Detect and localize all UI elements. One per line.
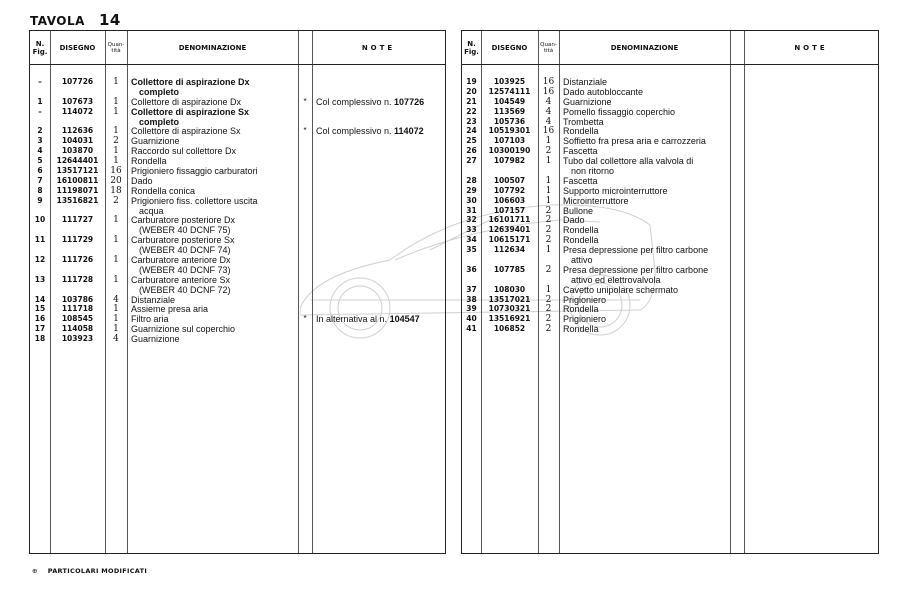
header-quantita: Quan- tità	[540, 41, 557, 54]
table-row	[462, 166, 878, 176]
fig-number: 20	[466, 86, 477, 96]
header-disegno: DISEGNO	[491, 43, 528, 52]
description: Tubo dal collettore alla valvola di	[563, 156, 694, 167]
description: completo	[139, 116, 180, 127]
description: Raccordo sul collettore Dx	[131, 146, 237, 157]
drawing-number: 100507	[493, 175, 526, 185]
quantity: 4	[545, 116, 552, 127]
fig-number: 10	[34, 215, 46, 225]
drawing-number: 103870	[61, 146, 94, 156]
description: Prigioniero	[563, 294, 607, 305]
description: Cavetto unipolare schermato	[563, 284, 679, 295]
drawing-number: 108030	[493, 284, 526, 294]
quantity: 1	[113, 146, 119, 157]
table-row	[462, 156, 878, 166]
quantity: 1	[113, 77, 119, 87]
table-row	[30, 324, 445, 334]
description: (WEBER 40 DCNF 73)	[139, 264, 231, 275]
table-row	[462, 186, 878, 196]
note-text: Col complessivo n.	[316, 96, 392, 107]
quantity: 1	[545, 175, 552, 186]
table-row	[30, 206, 445, 216]
table-row	[462, 324, 878, 334]
table-row	[462, 146, 878, 156]
quantity: 2	[545, 235, 552, 246]
note	[316, 97, 424, 107]
description: Rondella conica	[131, 185, 196, 196]
table-row	[30, 235, 445, 245]
quantity: 4	[113, 294, 119, 305]
drawing-number: 114058	[61, 324, 94, 334]
description: non ritorno	[571, 166, 615, 177]
quantity: 1	[545, 156, 552, 167]
header-denominazione: DENOMINAZIONE	[610, 43, 679, 52]
quantity: 1	[113, 324, 119, 335]
table-row	[462, 255, 878, 265]
drawing-number: 111728	[61, 274, 94, 284]
drawing-number: 16101711	[488, 215, 531, 225]
rows-right	[462, 77, 878, 334]
quantity: 1	[545, 136, 552, 147]
quantity: 2	[113, 195, 119, 206]
description: Prigioniero	[563, 314, 607, 325]
header-fig: N. Fig.	[32, 39, 48, 56]
modified-asterisk: *	[303, 314, 307, 324]
table-row	[462, 196, 878, 206]
parts-table-right	[461, 30, 879, 554]
fig-number: 34	[466, 235, 477, 245]
drawing-number: 10615171	[488, 235, 531, 245]
description: acqua	[139, 205, 164, 216]
description: (WEBER 40 DCNF 75)	[139, 225, 231, 236]
table-row	[30, 117, 445, 127]
description: Soffietto fra presa aria e carrozzeria	[563, 136, 706, 147]
quantity: 1	[113, 126, 119, 137]
drawing-number: 111729	[61, 235, 94, 245]
drawing-number: 103786	[61, 294, 94, 304]
table-row	[462, 107, 878, 117]
drawing-number: 107673	[61, 96, 94, 106]
fig-number: 36	[466, 264, 477, 274]
fig-number: 29	[466, 185, 477, 195]
quantity: 20	[110, 175, 122, 186]
description: Rondella	[563, 235, 599, 246]
quantity: 1	[113, 156, 119, 167]
modified-asterisk: *	[303, 126, 307, 136]
quantity: 2	[113, 136, 119, 147]
quantity: 2	[545, 225, 552, 236]
fig-number: 32	[466, 215, 477, 225]
description: Prigioniero fiss. collettore uscita	[131, 195, 258, 206]
description: Pomello fissaggio coperchio	[563, 106, 676, 117]
fig-number: 2	[37, 126, 43, 136]
table-row	[30, 334, 445, 344]
note	[316, 126, 424, 136]
quantity: 1	[113, 96, 119, 107]
drawing-number: 108545	[61, 314, 94, 324]
drawing-number: 10300190	[488, 146, 531, 156]
fig-number: 37	[466, 284, 477, 294]
quantity: 18	[110, 185, 122, 196]
table-row	[30, 97, 445, 107]
table-row	[30, 186, 445, 196]
drawing-number: 107157	[493, 205, 526, 215]
header-fig: N. Fig.	[464, 39, 479, 56]
table-row	[462, 97, 878, 107]
fig-number: 16	[34, 314, 46, 324]
quantity: 2	[545, 264, 552, 275]
fig-number: 35	[466, 245, 477, 255]
drawing-number: 16100811	[56, 175, 99, 185]
header-quantita: Quan- tità	[107, 41, 125, 54]
table-row	[30, 87, 445, 97]
drawing-number: 103925	[493, 77, 526, 86]
quantity: 2	[545, 324, 552, 335]
description: Collettore di aspirazione Dx	[131, 96, 242, 107]
note-text: Col complessivo n.	[316, 126, 392, 137]
footer-text: PARTICOLARI MODIFICATI	[47, 567, 148, 575]
description: Carburatore posteriore Dx	[131, 215, 236, 226]
description: attivo ed elettrovalvola	[571, 274, 661, 285]
quantity: 2	[545, 294, 552, 305]
drawing-number: 104549	[493, 96, 526, 106]
fig-number: 28	[466, 175, 477, 185]
fig-number: 14	[34, 294, 46, 304]
modified-asterisk: *	[303, 96, 307, 106]
quantity: 2	[545, 215, 552, 226]
fig-number: 25	[466, 136, 477, 146]
table-row	[462, 176, 878, 186]
table-row	[30, 275, 445, 285]
quantity: 1	[113, 255, 119, 266]
quantity: 1	[545, 185, 552, 196]
description: Dado	[563, 215, 585, 226]
table-row	[462, 206, 878, 216]
fig-number: 17	[34, 324, 46, 334]
drawing-number: 111718	[61, 304, 94, 314]
table-row	[462, 215, 878, 225]
fig-number: 19	[466, 77, 477, 86]
fig-number: 18	[34, 334, 46, 344]
quantity: 1	[545, 245, 552, 256]
quantity: 1	[113, 235, 119, 246]
fig-number: 3	[37, 136, 43, 146]
page-title-number: 14	[98, 11, 121, 29]
table-row	[462, 265, 878, 275]
quantity: 16	[542, 86, 555, 97]
quantity: 16	[542, 126, 555, 137]
drawing-number: 106852	[493, 324, 526, 334]
drawing-number: 10519301	[488, 126, 531, 136]
quantity: 1	[113, 304, 119, 315]
fig-number: 15	[34, 304, 46, 314]
quantity: 16	[542, 77, 555, 87]
quantity: 1	[113, 106, 119, 117]
table-row	[462, 136, 878, 146]
note-reference: 107726	[394, 96, 425, 107]
fig-number: –	[38, 77, 42, 86]
description: Guarnizione sul coperchio	[131, 324, 236, 335]
fig-number: 40	[466, 314, 477, 324]
fig-number: 11	[34, 235, 46, 245]
table-row	[30, 225, 445, 235]
header-disegno: DISEGNO	[59, 43, 96, 52]
fig-number: 22	[466, 106, 477, 116]
parts-table-left	[29, 30, 446, 554]
quantity: 1	[113, 215, 119, 226]
table-row	[462, 304, 878, 314]
drawing-number: 107103	[493, 136, 526, 146]
note-reference: 114072	[394, 126, 424, 137]
table-row	[30, 77, 445, 87]
table-row	[462, 245, 878, 255]
table-row	[30, 215, 445, 225]
table-row	[462, 225, 878, 235]
page-title	[30, 11, 121, 29]
quantity: 1	[113, 314, 119, 325]
drawing-number: 12574111	[488, 86, 531, 96]
description: Dado autobloccante	[563, 86, 644, 97]
fig-number: 5	[37, 156, 43, 166]
fig-number: 31	[466, 205, 477, 215]
description: Trombetta	[563, 116, 604, 127]
description: Distanziale	[563, 77, 608, 87]
header-note: NOTE	[794, 43, 828, 52]
description: Carburatore anteriore Dx	[131, 255, 231, 266]
description: (WEBER 40 DCNF 72)	[139, 284, 231, 295]
drawing-number: 114072	[61, 106, 94, 116]
fig-number: 1	[37, 96, 43, 106]
header-note: NOTE	[361, 43, 396, 52]
fig-number: 41	[466, 324, 477, 334]
fig-number: 9	[37, 195, 43, 205]
drawing-number: 11198071	[56, 185, 99, 195]
drawing-number: 104031	[61, 136, 94, 146]
drawing-number: 112634	[493, 245, 526, 255]
rows-left	[30, 77, 445, 344]
table-row	[462, 275, 878, 285]
drawing-number: 13516921	[488, 314, 531, 324]
drawing-number: 107982	[493, 156, 526, 166]
drawing-number: 105736	[493, 116, 526, 126]
description: Filtro aria	[131, 314, 169, 325]
fig-number: 6	[37, 166, 43, 176]
drawing-number: 12639401	[488, 225, 531, 235]
drawing-number: 107726	[61, 77, 94, 86]
fig-number: 21	[466, 96, 477, 106]
description: Rondella	[563, 225, 599, 236]
description: Guarnizione	[131, 334, 180, 345]
table-row	[30, 295, 445, 305]
quantity: 1	[545, 284, 552, 295]
drawing-number: 107792	[493, 185, 526, 195]
description: Presa depressione per filtro carbone	[563, 264, 709, 275]
page-title-label: TAVOLA	[30, 14, 85, 28]
table-row	[30, 314, 445, 324]
description: Guarnizione	[563, 96, 612, 107]
table-row	[462, 285, 878, 295]
table-row	[30, 126, 445, 136]
description: Rondella	[131, 156, 167, 167]
fig-number: 7	[37, 175, 43, 185]
fig-number: 39	[466, 304, 477, 314]
drawing-number: 13517121	[56, 166, 99, 176]
description: completo	[139, 86, 180, 97]
quantity: 2	[545, 146, 552, 157]
fig-number: 4	[37, 146, 43, 156]
description: Supporto microinterruttore	[563, 185, 668, 196]
table-row	[30, 146, 445, 156]
table-row	[30, 285, 445, 295]
quantity: 4	[545, 96, 552, 107]
drawing-number: 13516821	[56, 195, 99, 205]
description: Carburatore posteriore Sx	[131, 235, 235, 246]
quantity: 2	[545, 314, 552, 325]
drawing-number: 106603	[493, 195, 526, 205]
fig-number: 13	[34, 274, 46, 284]
fig-number: 8	[37, 185, 43, 195]
drawing-number: 112636	[61, 126, 94, 136]
note-text: In alternativa al n.	[316, 314, 388, 325]
table-row	[462, 117, 878, 127]
fig-number: 12	[34, 255, 46, 265]
note-reference: 104547	[389, 314, 420, 325]
description: Rondella	[563, 324, 599, 335]
quantity: 4	[113, 334, 119, 345]
table-row	[30, 156, 445, 166]
quantity: 4	[545, 106, 552, 117]
description: Collettore di aspirazione Sx	[131, 126, 241, 137]
description: Presa depressione per filtro carbone	[563, 245, 709, 256]
footer-legend	[32, 567, 147, 575]
drawing-number: 103923	[61, 334, 94, 344]
fig-number: 26	[466, 146, 477, 156]
fig-number: 27	[466, 156, 477, 166]
description: Microinterruttore	[563, 195, 629, 206]
description: Guarnizione	[131, 136, 180, 147]
fig-number: 33	[466, 225, 477, 235]
description: Rondella	[563, 304, 599, 315]
table-row	[30, 107, 445, 117]
description: Assieme presa aria	[131, 304, 209, 315]
quantity: 1	[545, 195, 552, 206]
description: Distanziale	[131, 294, 176, 305]
table-row	[462, 126, 878, 136]
fig-number: 23	[466, 116, 477, 126]
description: Collettore di aspirazione Sx	[131, 106, 250, 117]
fig-number: 24	[466, 126, 477, 136]
table-row	[30, 304, 445, 314]
table-row	[30, 255, 445, 265]
description: Dado	[131, 175, 153, 186]
description: Carburatore anteriore Sx	[131, 274, 231, 285]
table-row	[462, 295, 878, 305]
quantity: 2	[545, 304, 552, 315]
table-row	[30, 176, 445, 186]
fig-number: 38	[466, 294, 477, 304]
table-row	[462, 235, 878, 245]
table-row	[462, 87, 878, 97]
fig-number: –	[38, 106, 42, 116]
description: Prigioniero fissaggio carburatori	[131, 166, 258, 177]
description: Collettore di aspirazione Dx	[131, 77, 250, 87]
drawing-number: 113569	[493, 106, 526, 116]
table-row	[30, 245, 445, 255]
table-row	[30, 136, 445, 146]
description: (WEBER 40 DCNF 74)	[139, 245, 231, 256]
quantity: 16	[110, 166, 122, 177]
table-row	[462, 77, 878, 87]
drawing-number: 111726	[61, 255, 94, 265]
table-row	[30, 265, 445, 275]
quantity: 1	[113, 274, 119, 285]
modified-marker-icon: ⊕	[32, 567, 38, 575]
drawing-number: 12644401	[56, 156, 99, 166]
description: attivo	[571, 255, 593, 266]
drawing-number: 111727	[61, 215, 94, 225]
drawing-number: 13517021	[488, 294, 531, 304]
description: Rondella	[563, 126, 599, 137]
table-row	[30, 196, 445, 206]
fig-number: 30	[466, 195, 477, 205]
drawing-number: 107785	[493, 264, 526, 274]
quantity: 2	[545, 205, 552, 216]
header-denominazione: DENOMINAZIONE	[178, 43, 247, 52]
table-row	[462, 314, 878, 324]
description: Fascetta	[563, 175, 598, 186]
description: Fascetta	[563, 146, 598, 157]
note	[316, 314, 420, 324]
table-row	[30, 166, 445, 176]
description: Bullone	[563, 205, 594, 216]
drawing-number: 10730321	[488, 304, 531, 314]
